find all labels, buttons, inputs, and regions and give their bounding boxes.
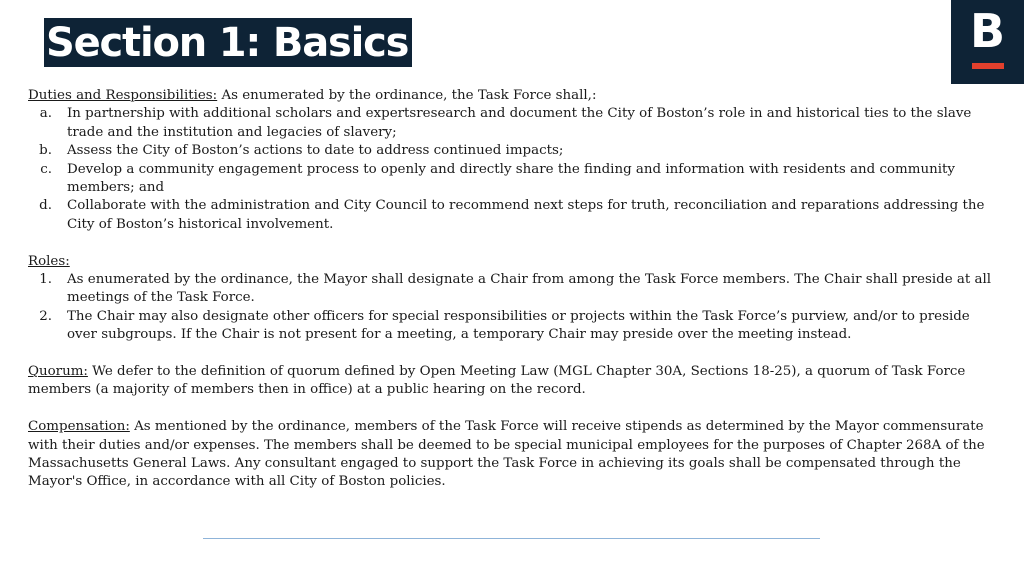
list-item <box>28 308 998 345</box>
page-title: Section 1: Basics <box>46 20 409 66</box>
roles-label: Roles: <box>28 253 70 269</box>
spacer <box>28 345 998 363</box>
list-item-text: The Chair may also designate other officers for special responsibilities or projects within the Task Force’s purview, and/or to preside over subgroups. If the Chair is not present for a meeting, a temporary Chair may preside over the meeting instead. <box>67 308 970 343</box>
list-marker: 2. <box>39 308 52 324</box>
section-title-banner <box>44 18 412 67</box>
quorum-text: We defer to the definition of quorum defined by Open Meeting Law (MGL Chapter 30A, Sections 18-25), a quorum of Task Force members (a majority of members then in office) at a public hearing on the record. <box>28 364 966 398</box>
list-item-text: Develop a community engagement process to openly and directly share the finding and information with residents and community members; and <box>67 161 955 196</box>
footer-divider <box>203 538 820 539</box>
boston-logo <box>951 0 1024 84</box>
roles-list <box>28 271 998 345</box>
compensation-paragraph <box>28 418 998 492</box>
list-marker: d. <box>39 198 52 214</box>
list-item-text: Collaborate with the administration and City Council to recommend next steps for truth, reconciliation and reparations addressing the City of Boston’s historical involvement. <box>67 198 985 232</box>
roles-heading <box>28 253 998 271</box>
list-marker: a. <box>39 106 52 122</box>
list-item <box>28 161 998 198</box>
logo-accent-bar <box>972 63 1004 69</box>
duties-list <box>28 105 998 234</box>
document-body <box>28 87 998 492</box>
spacer <box>28 234 998 252</box>
list-item-text: In partnership with additional scholars and expertsresearch and document the City of Boston’s role in and historical ties to the slave trade and the institution and legacies of slavery; <box>67 106 972 140</box>
compensation-text: As mentioned by the ordinance, members of the Task Force will receive stipends as determined by the Mayor commensurate with their duties and/or expenses. The members shall be deemed to be special municipal employees for the purposes of Chapter 268A of the Massachusetts General Laws. Any consultant engaged to support the Task Force in achieving its goals shall be compensated through the Mayor's Office, in accordance with all City of Boston policies. <box>28 419 985 490</box>
quorum-paragraph <box>28 363 998 400</box>
logo-letter: B <box>969 4 1006 58</box>
compensation-label: Compensation: <box>28 419 130 435</box>
list-marker: 1. <box>39 272 52 288</box>
spacer <box>28 400 998 418</box>
list-item-text: As enumerated by the ordinance, the Mayor shall designate a Chair from among the Task Force members. The Chair shall preside at all meetings of the Task Force. <box>67 272 992 306</box>
quorum-label: Quorum: <box>28 364 88 380</box>
duties-intro <box>28 87 998 105</box>
duties-label: Duties and Responsibilities: <box>28 88 218 103</box>
list-item <box>28 197 998 234</box>
list-item-text: Assess the City of Boston’s actions to date to address continued impacts; <box>67 143 564 159</box>
list-item <box>28 105 998 142</box>
list-item <box>28 271 998 308</box>
list-marker: c. <box>40 161 52 177</box>
duties-intro-text: As enumerated by the ordinance, the Task Force shall,: <box>217 88 597 103</box>
list-marker: b. <box>39 143 52 159</box>
list-item <box>28 142 998 160</box>
